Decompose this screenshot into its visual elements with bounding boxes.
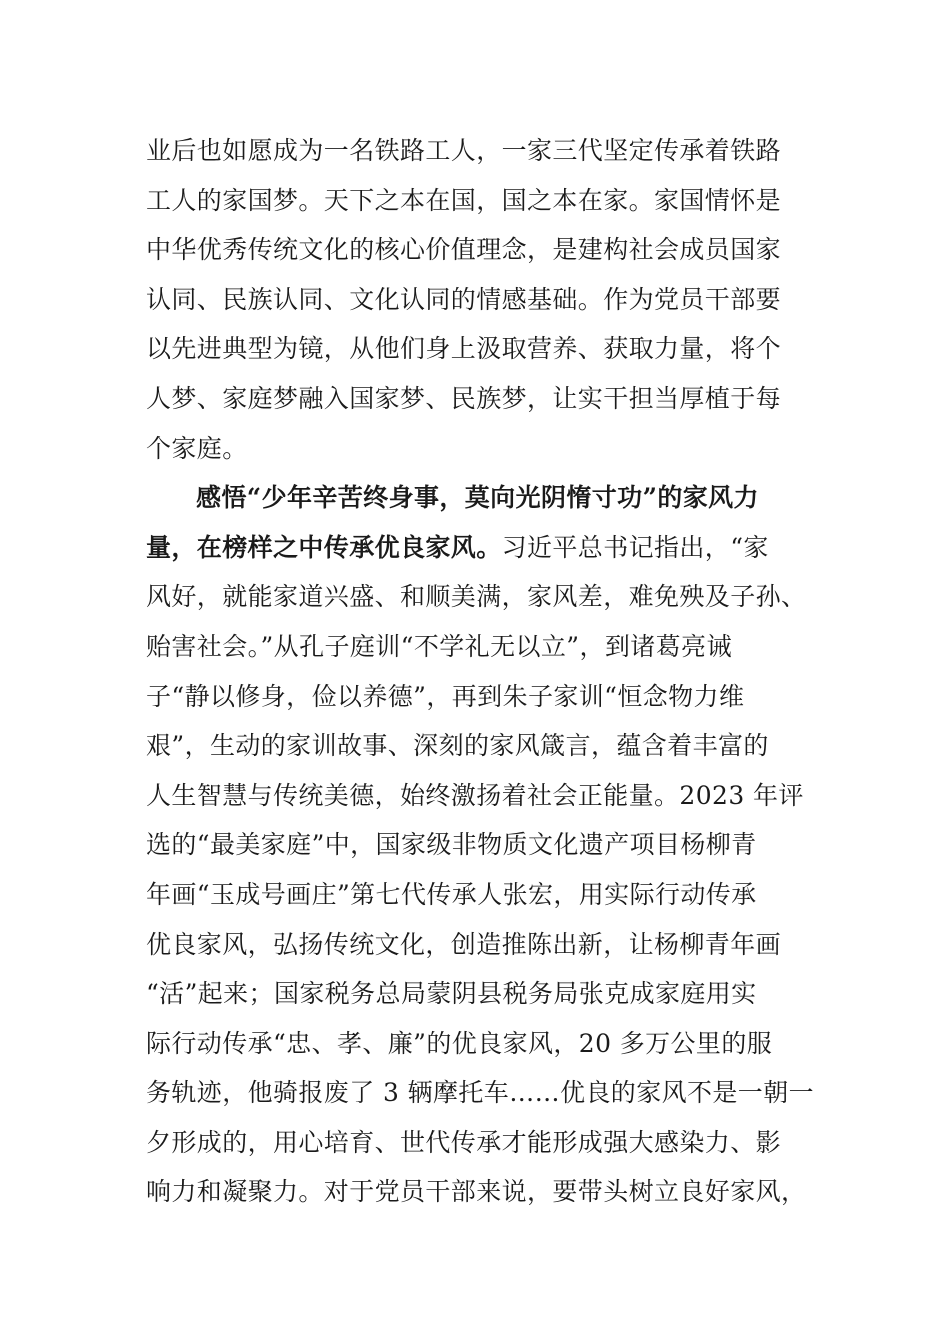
text-line: 中华优秀传统文化的核心价值理念，是建构社会成员国家 <box>146 235 782 265</box>
paragraph-1 <box>146 126 810 473</box>
text-line: 际行动传承“忠、孝、廉”的优良家风，20 多万公里的服 <box>146 1028 773 1058</box>
text-run: 习近平总书记指出，“家 <box>501 532 769 562</box>
text-line: 业后也如愿成为一名铁路工人，一家三代坚定传承着铁路 <box>146 136 782 165</box>
text-line: 贻害社会。”从孔子庭训“不学礼无以立”，到诸葛亮诫 <box>146 631 732 661</box>
text-line: 人梦、家庭梦融入国家梦、民族梦，让实干担当厚植于每 <box>146 383 782 413</box>
text-line: 选的“最美家庭”中，国家级非物质文化遗产项目杨柳青 <box>146 830 757 860</box>
text-line: 风好，就能家道兴盛、和顺美满，家风差，难免殃及子孙、 <box>146 582 807 612</box>
text-line: 认同、民族认同、文化认同的情感基础。作为党员干部要 <box>146 284 782 314</box>
text-line: 年画“玉成号画庄”第七代传承人张宏，用实际行动传承 <box>146 879 757 909</box>
text-line <box>146 523 810 573</box>
text-line: 艰”，生动的家训故事、深刻的家风箴言，蕴含着丰富的 <box>146 731 769 761</box>
paragraph-heading-end: 量，在榜样之中传承优良家风。 <box>146 532 502 562</box>
paragraph-2 <box>146 473 815 1217</box>
text-line: 夕形成的，用心培育、世代传承才能形成强大感染力、影 <box>146 1127 782 1157</box>
text-line: 优良家风，弘扬传统文化，创造推陈出新，让杨柳青年画 <box>146 929 782 959</box>
text-line: 个家庭。 <box>146 433 248 463</box>
paragraph-heading: 感悟“少年辛苦终身事，莫向光阴惰寸功”的家风力 <box>196 483 759 513</box>
text-line: 子“静以修身，俭以养德”，再到朱子家训“恒念物力维 <box>146 681 745 711</box>
text-line: 人生智慧与传统美德，始终激扬着社会正能量。2023 年评 <box>146 780 804 810</box>
text-line: 务轨迹，他骑报废了 3 辆摩托车……优良的家风不是一朝一 <box>146 1078 815 1108</box>
text-line: 响力和凝聚力。对于党员干部来说，要带头树立良好家风， <box>146 1177 807 1207</box>
text-line: 工人的家国梦。天下之本在国，国之本在家。家国情怀是 <box>146 185 782 215</box>
body-text <box>146 126 815 1217</box>
text-line: “活”起来；国家税务总局蒙阴县税务局张克成家庭用实 <box>146 979 757 1009</box>
text-line: 以先进典型为镜，从他们身上汲取营养、获取力量，将个 <box>146 334 782 364</box>
